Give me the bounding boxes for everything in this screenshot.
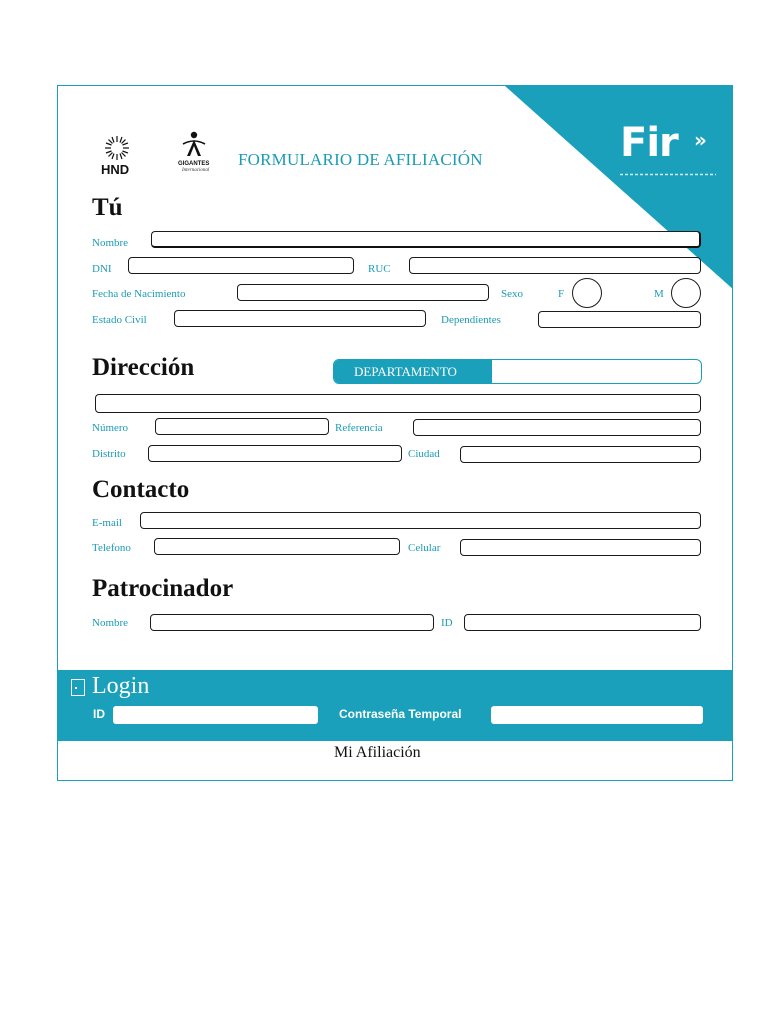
patrocinador-id-input[interactable] [464, 614, 701, 631]
distrito-input[interactable] [148, 445, 402, 462]
affiliation-form [57, 85, 733, 781]
fir-logo-text: Fir [620, 120, 678, 166]
login-id-input[interactable] [113, 706, 318, 724]
telefono-input[interactable] [154, 538, 400, 555]
login-id-label: ID [93, 707, 105, 721]
ruc-input[interactable] [409, 257, 701, 274]
nombre-input[interactable] [151, 231, 701, 248]
estado-civil-input[interactable] [174, 310, 426, 327]
sexo-label: Sexo [501, 288, 523, 300]
telefono-label: Telefono [92, 542, 131, 554]
direccion-input[interactable] [95, 394, 701, 413]
dependientes-label: Dependientes [441, 314, 501, 326]
sexo-m-label: M [654, 288, 664, 300]
fir-arrows-icon: » [694, 128, 707, 152]
ciudad-label: Ciudad [408, 448, 440, 460]
dni-label: DNI [92, 263, 112, 275]
celular-input[interactable] [460, 539, 701, 556]
patrocinador-nombre-input[interactable] [150, 614, 434, 631]
sexo-m-radio[interactable] [671, 278, 701, 308]
login-password-input[interactable] [491, 706, 703, 724]
patrocinador-id-label: ID [441, 617, 453, 629]
gigantes-emblem-icon [181, 130, 207, 160]
estado-civil-label: Estado Civil [92, 314, 147, 326]
sexo-f-label: F [558, 288, 565, 300]
login-section [58, 670, 733, 741]
section-heading-tu: Tú [92, 194, 123, 221]
hnd-emblem-icon [102, 133, 132, 163]
email-input[interactable] [140, 512, 701, 529]
hnd-logo-text: HND [101, 162, 130, 177]
celular-label: Celular [408, 542, 441, 554]
gigantes-logo-text: GIGANTES [178, 161, 210, 167]
email-label: E-mail [92, 517, 122, 529]
dependientes-input[interactable] [538, 311, 701, 328]
referencia-label: Referencia [335, 422, 383, 434]
section-heading-direccion: Dirección [92, 354, 195, 381]
section-heading-patrocinador: Patrocinador [92, 575, 234, 602]
section-heading-contacto: Contacto [92, 476, 190, 503]
patrocinador-nombre-label: Nombre [92, 617, 129, 629]
departamento-label: DEPARTAMENTO [334, 360, 492, 383]
fecha-nacimiento-label: Fecha de Nacimiento [92, 288, 186, 300]
departamento-select[interactable] [333, 359, 702, 384]
mi-afiliacion-link[interactable]: Mi Afiliación [334, 744, 421, 761]
ciudad-input[interactable] [460, 446, 701, 463]
login-heading: Login [92, 673, 150, 699]
fecha-nacimiento-input[interactable] [237, 284, 489, 301]
numero-input[interactable] [155, 418, 329, 435]
gigantes-logo-subtext: Internacional [182, 168, 210, 173]
ruc-label: RUC [368, 263, 391, 275]
fir-logo [620, 120, 678, 166]
numero-label: Número [92, 422, 129, 434]
fir-tagline-icon [620, 163, 716, 166]
login-password-label: Contraseña Temporal [339, 707, 462, 721]
dni-input[interactable] [128, 257, 354, 274]
sexo-f-radio[interactable] [572, 278, 602, 308]
form-title: FORMULARIO DE AFILIACIÓN [238, 150, 483, 169]
login-door-icon [71, 679, 85, 696]
nombre-label: Nombre [92, 237, 129, 249]
distrito-label: Distrito [92, 448, 126, 460]
referencia-input[interactable] [413, 419, 701, 436]
